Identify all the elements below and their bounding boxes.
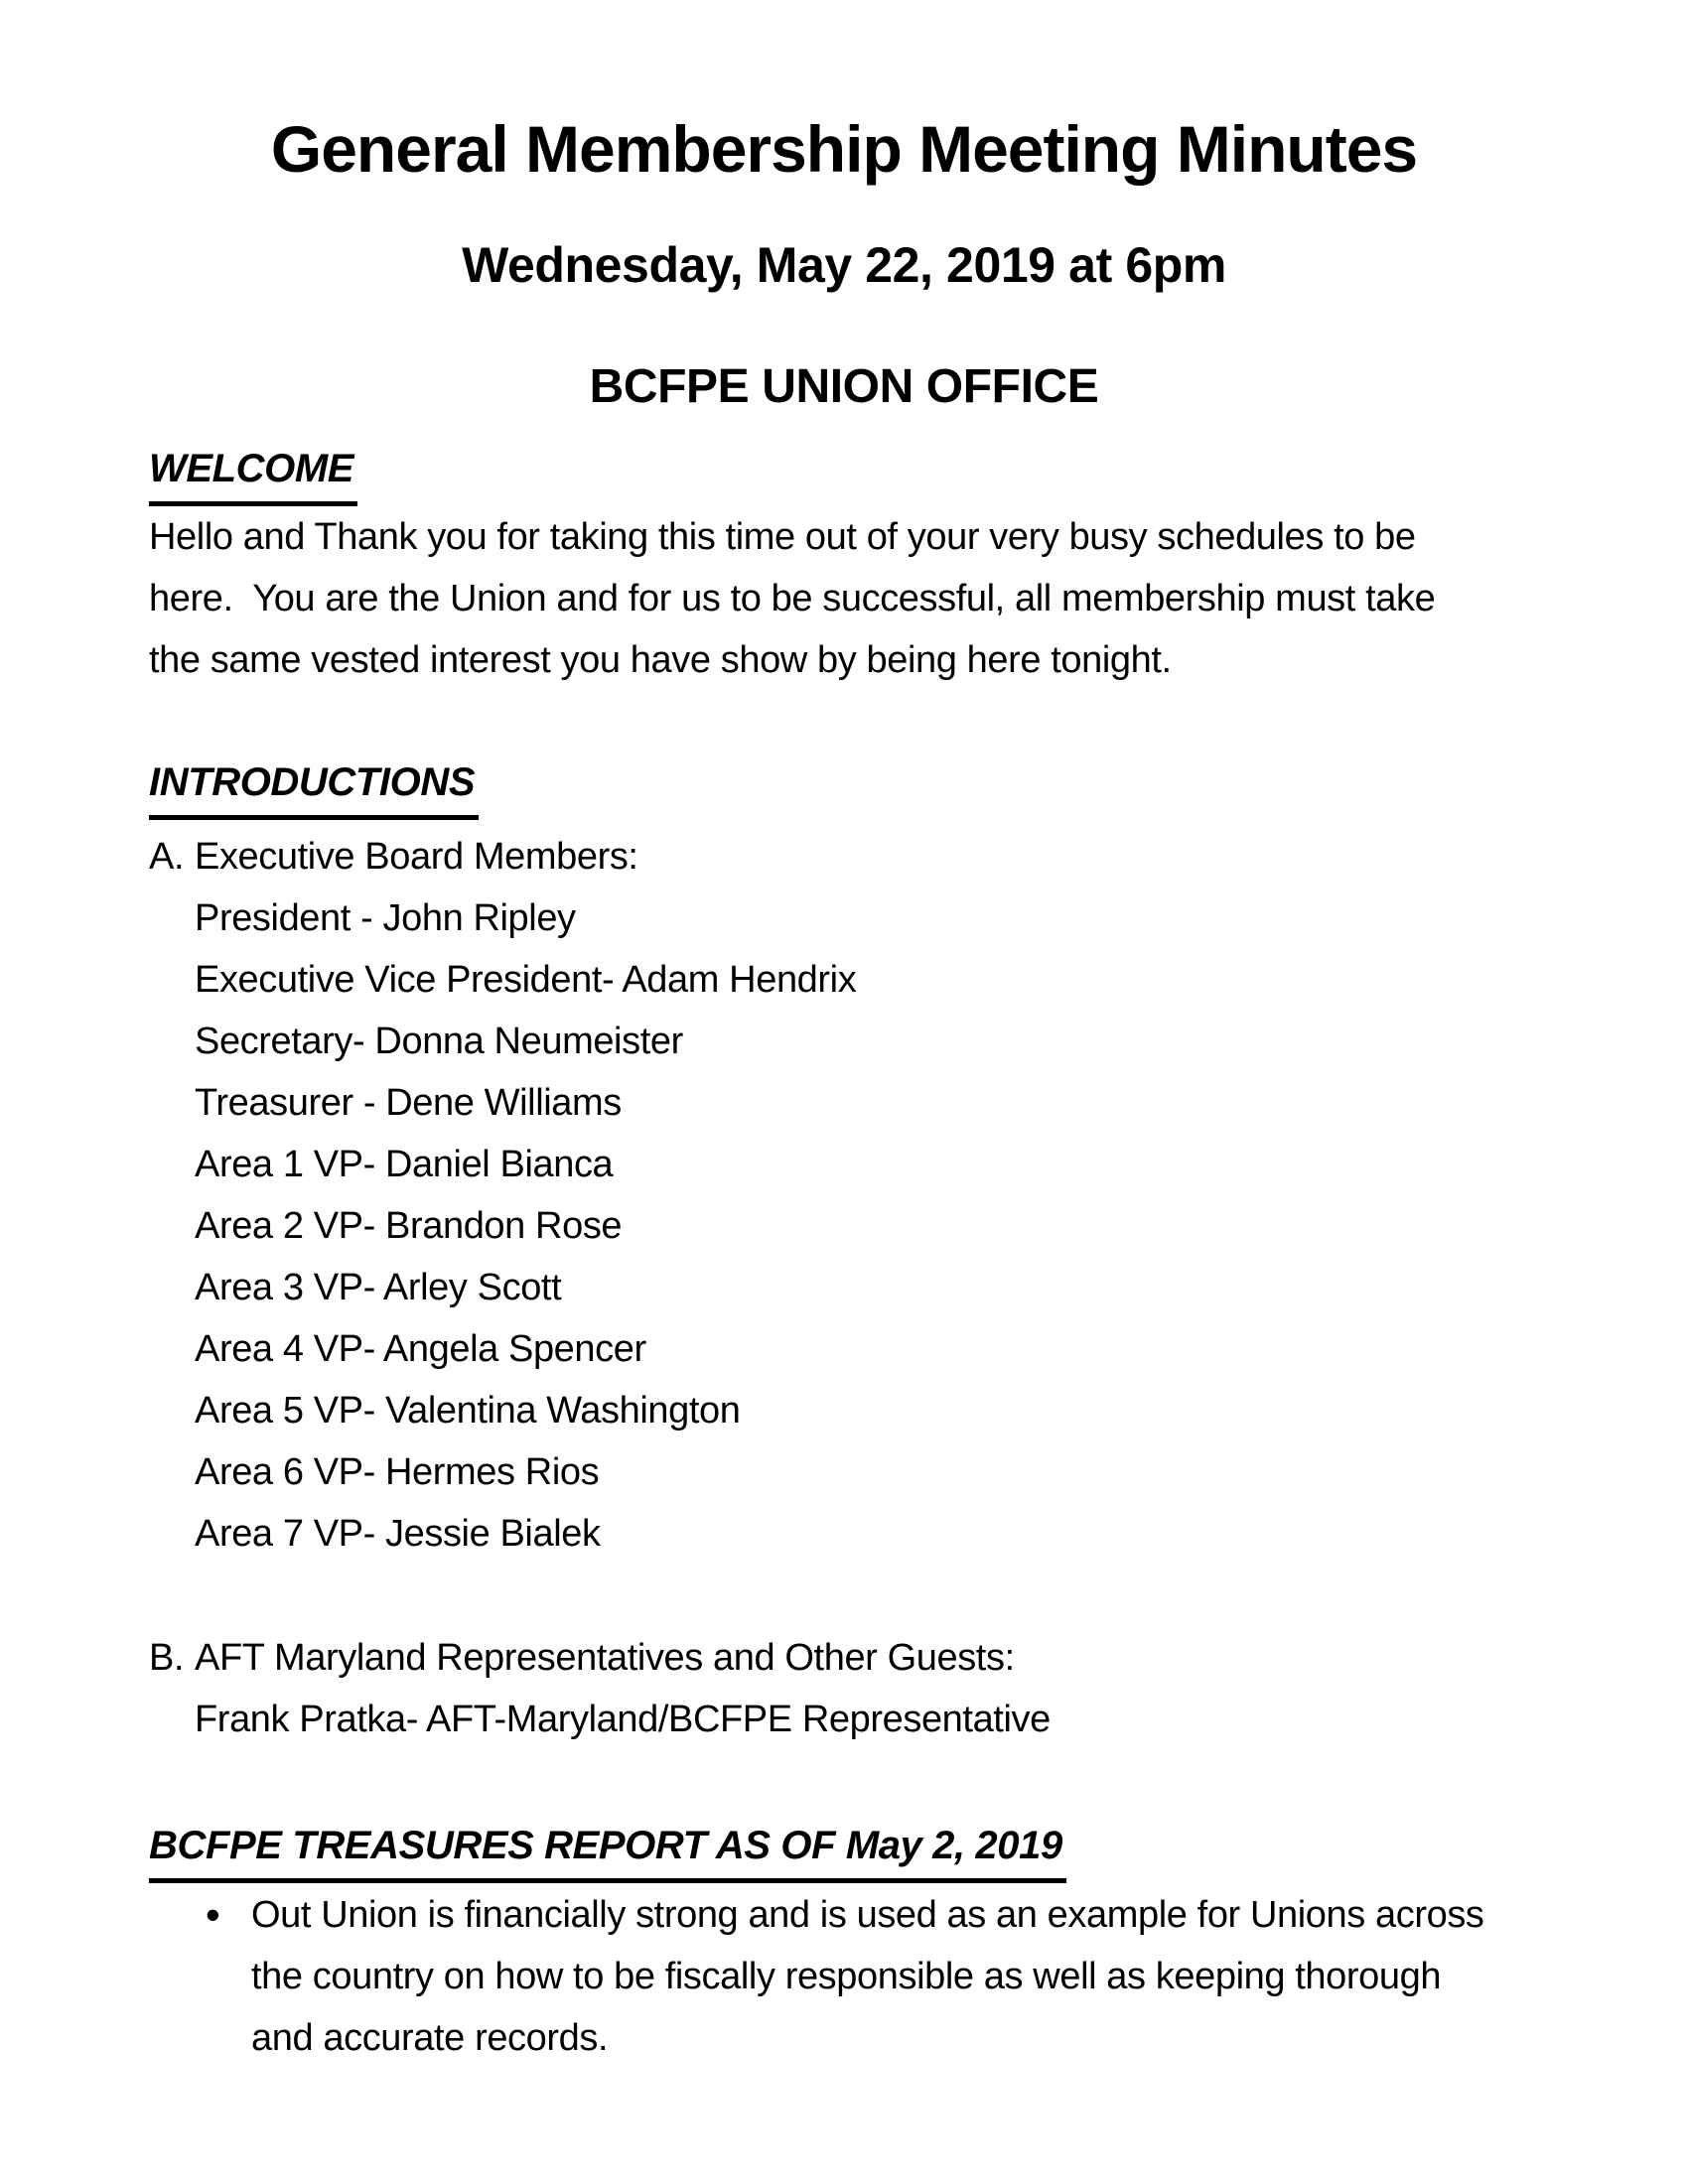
paragraph-line: Hello and Thank you for taking this time out of your very busy schedules to be <box>149 516 1416 558</box>
board-members-list <box>149 887 1539 1565</box>
bullet-icon: • <box>206 1891 220 1938</box>
list-marker-b: B. <box>149 1637 185 1679</box>
guests-list <box>149 1689 1539 1750</box>
treasures-heading <box>149 1815 1539 1883</box>
welcome-heading-text: WELCOME <box>149 438 357 506</box>
board-member: Area 5 VP- Valentina Washington <box>195 1390 741 1432</box>
board-member: Area 7 VP- Jessie Bialek <box>195 1513 601 1555</box>
document-header <box>149 104 1539 420</box>
meeting-datetime: Wednesday, May 22, 2019 at 6pm <box>462 237 1226 293</box>
board-member: Area 1 VP- Daniel Bianca <box>195 1144 614 1185</box>
guest: Frank Pratka- AFT-Maryland/BCFPE Representative <box>195 1699 1051 1740</box>
treasures-report-section <box>149 1815 1539 2069</box>
list-item-b <box>149 1627 1539 1689</box>
board-member: Executive Vice President- Adam Hendrix <box>195 959 857 1001</box>
board-member: Secretary- Donna Neumeister <box>195 1021 683 1062</box>
introductions-heading <box>149 751 1539 820</box>
board-member: Area 2 VP- Brandon Rose <box>195 1205 623 1247</box>
meeting-location: BCFPE UNION OFFICE <box>589 360 1099 413</box>
board-member: Area 6 VP- Hermes Rios <box>195 1451 600 1493</box>
list-item-a <box>149 826 1539 887</box>
list-item-a-label: Executive Board Members: <box>195 836 638 878</box>
bullet-line: the country on how to be fiscally responsible as well as keeping thorough <box>251 1956 1442 1997</box>
welcome-paragraph <box>149 506 1539 691</box>
treasures-heading-text: BCFPE TREASURES REPORT AS OF May 2, 2019 <box>149 1815 1066 1883</box>
page-title: General Membership Meeting Minutes <box>270 112 1418 186</box>
list-marker-a: A. <box>149 836 185 878</box>
board-member: Area 3 VP- Arley Scott <box>195 1267 562 1308</box>
list-item-b-label: AFT Maryland Representatives and Other Guests: <box>195 1637 1015 1679</box>
welcome-heading <box>149 438 1539 506</box>
paragraph-line: the same vested interest you have show by being here tonight. <box>149 639 1172 681</box>
bullet-text <box>251 1884 1539 2069</box>
introductions-section <box>149 751 1539 1750</box>
welcome-section <box>149 438 1539 691</box>
paragraph-line: here. You are the Union and for us to be successful, all membership must take <box>149 578 1436 619</box>
bullet-line: Out Union is financially strong and is used as an example for Unions across <box>251 1894 1484 1936</box>
board-member: Treasurer - Dene Williams <box>195 1082 622 1124</box>
bullet-line: and accurate records. <box>251 2017 609 2059</box>
board-member: President - John Ripley <box>195 897 576 939</box>
introductions-heading-text: INTRODUCTIONS <box>149 751 479 820</box>
bullet-item <box>149 1884 1539 2069</box>
board-member: Area 4 VP- Angela Spencer <box>195 1328 646 1370</box>
